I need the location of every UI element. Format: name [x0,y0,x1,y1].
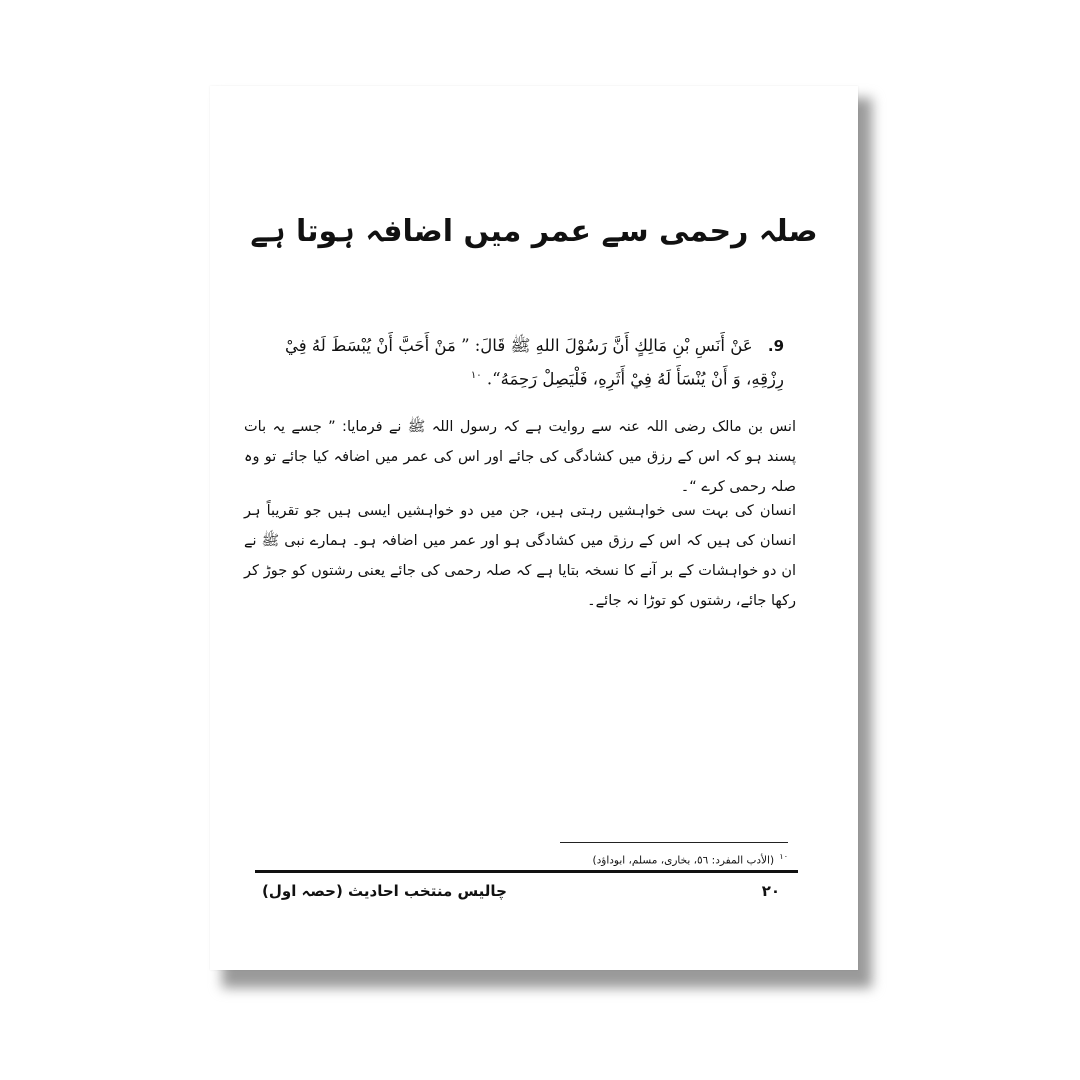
explanation-paragraph: انسان کی بہت سی خواہشیں رہتی ہیں، جن میں دو خواہشیں ایسی ہیں جو تقریباً ہر انسان کی ہیں کہ اس کے رزق میں کشادگی ہو اور عمر میں اضافہ ہو۔ ہمارے نبی ﷺ نے ان دو خواہشات کے بر آنے کا نسخہ بتایا ہے کہ صلہ رحمی کی جائے یعنی رشتوں کو جوڑ کر رکھا جائے، رشتوں کو توڑا نہ جائے۔ [244,503,796,609]
hadith-number: 9. [767,337,784,355]
page-number: ٢٠ [761,882,780,900]
footnote [593,852,789,867]
footnote-number: ١٠ [779,852,788,861]
hadith-arabic-text: عَنْ أَنَسِ بْنِ مَالِكٍ أَنَّ رَسُوْلَ اللهِ ﷺ قَالَ: ” مَنْ أَحَبَّ أَنْ يُبْسَطَ لَهُ فِيْ رِزْقِهِ، وَ أَنْ يُنْسَأَ لَهُ فِيْ أَثَرِهِ، فَلْيَصِلْ رَحِمَهُ“. [285,336,784,389]
book-page [210,86,858,970]
translation-paragraph: انس بن مالک رضی اللہ عنہ سے روایت ہے کہ رسول اللہ ﷺ نے فرمایا: ” جسے یہ بات پسند ہو کہ اس کے رزق میں کشادگی کی جائے اور اس کی عمر میں اضافہ کیا جائے تو وہ صلہ رحمی کرے “۔ [244,419,796,495]
footnote-divider [560,842,788,843]
hadith-block [250,331,784,395]
chapter-title: صلہ رحمی سے عمر میں اضافہ ہوتا ہے [250,214,818,249]
footnote-reference: ١٠ [470,370,482,381]
footer-divider [255,870,798,873]
footnote-text: (الأدب المفرد: ٥٦، بخاری، مسلم، ابوداؤد) [592,854,775,867]
book-title: چالیس منتخب احادیث (حصہ اول) [262,882,507,900]
